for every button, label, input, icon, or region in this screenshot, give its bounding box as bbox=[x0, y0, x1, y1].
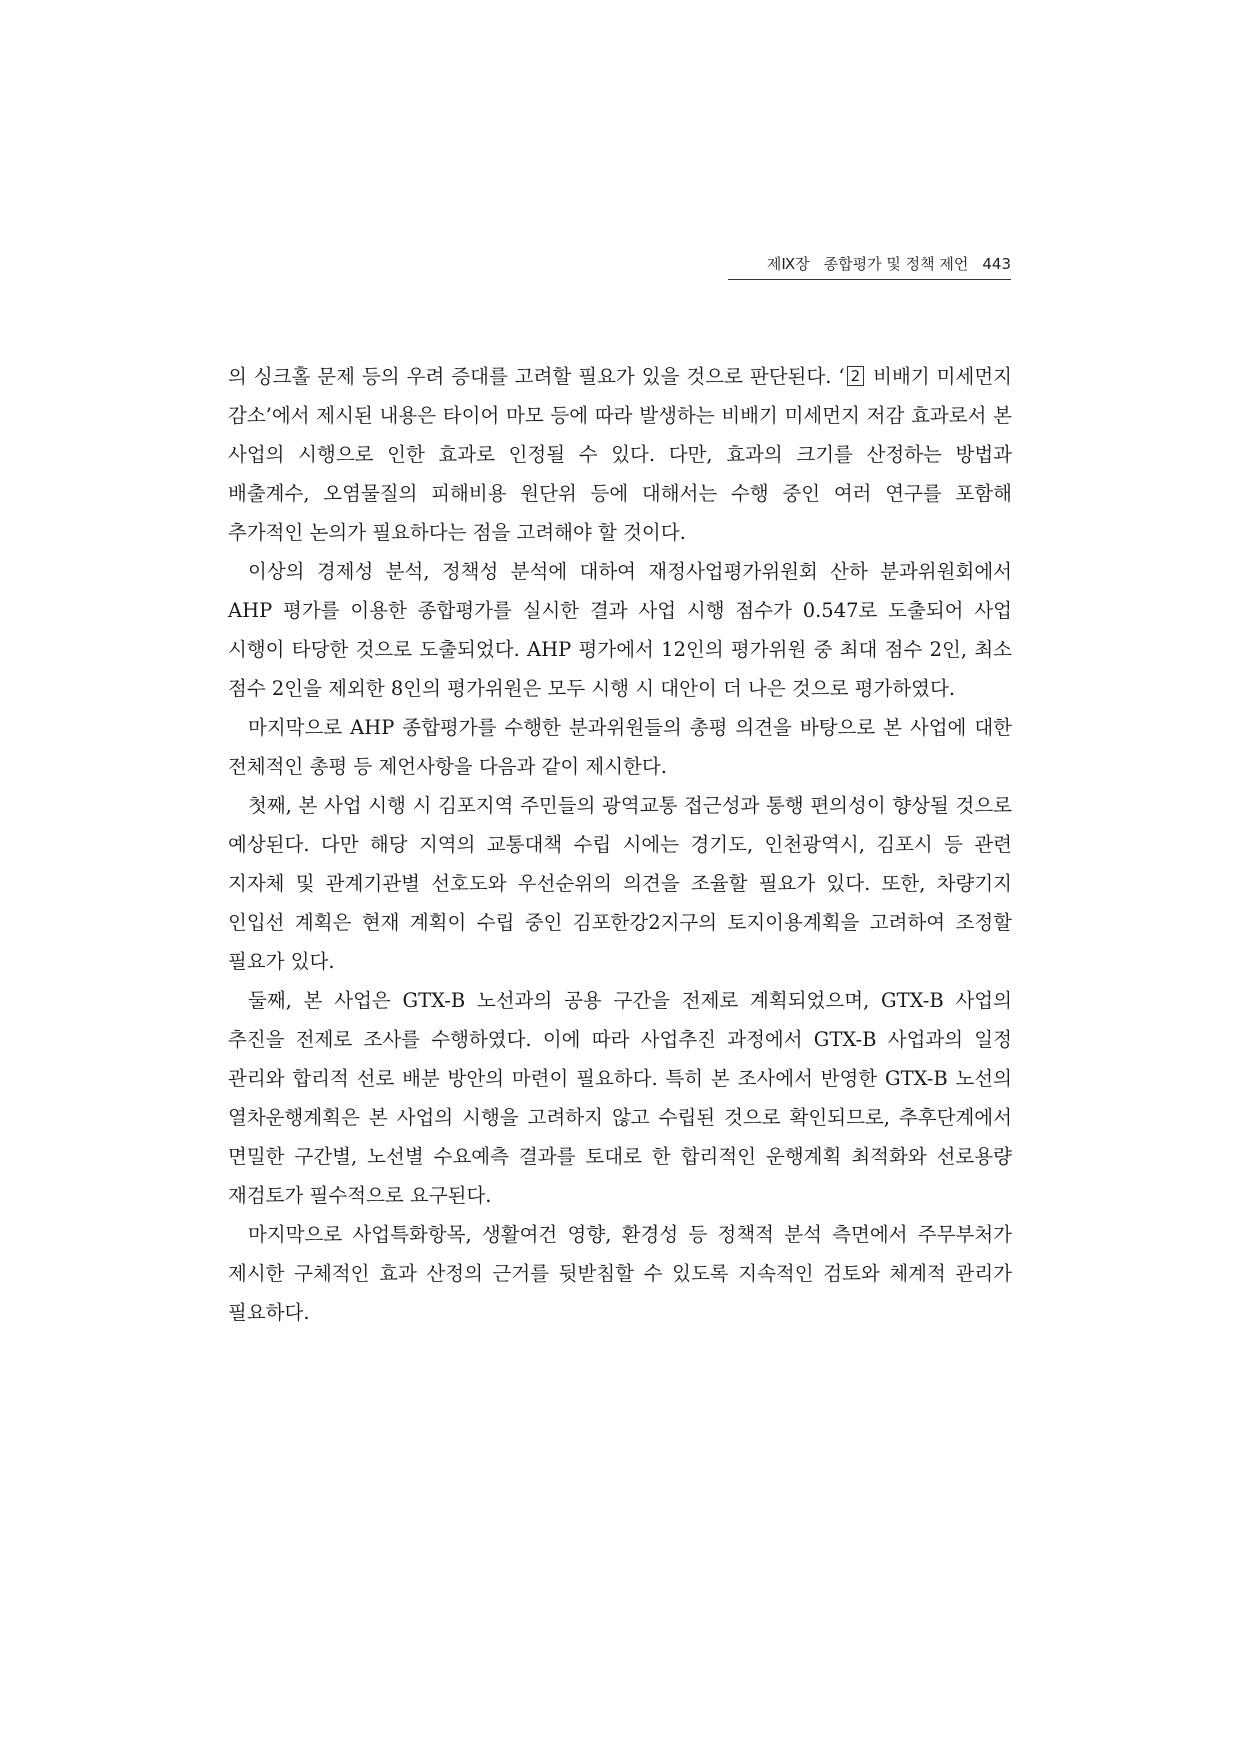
running-header bbox=[728, 251, 1011, 277]
boxed-number: 2 bbox=[847, 366, 865, 386]
paragraph-4: 첫째, 본 사업 시행 시 김포지역 주민들의 광역교통 접근성과 통행 편의성이 향상될 것으로 예상된다. 다만 해당 지역의 교통대책 수립 시에는 경기도, 인천광역시, 김포시 등 관련 지자체 및 관계기관별 선호도와 우선순위의 의견을 조율할 필요가 있다. 또한, 차량기지 인입선 계획은 현재 계획이 수립 중인 김포한강2지구의 토지이용계획을 고려하여 조정할 필요가 있다. bbox=[228, 794, 1012, 973]
paragraph-2: 이상의 경제성 분석, 정책성 분석에 대하여 재정사업평가위원회 산하 분과위원회에서 AHP 평가를 이용한 종합평가를 실시한 결과 사업 시행 점수가 0.547로 도출되어 사업 시행이 타당한 것으로 도출되었다. AHP 평가에서 12인의 평가위원 중 최대 점수 2인, 최소 점수 2인을 제외한 8인의 평가위원은 모두 시행 시 대안이 더 나은 것으로 평가하였다. bbox=[228, 560, 1012, 700]
page-number: 443 bbox=[982, 255, 1011, 273]
paragraph-3: 마지막으로 AHP 종합평가를 수행한 분과위원들의 총평 의견을 바탕으로 본 사업에 대한 전체적인 총평 등 제언사항을 다음과 같이 제시한다. bbox=[228, 716, 1012, 778]
paragraph-1 bbox=[228, 357, 1012, 552]
paragraph-5: 둘째, 본 사업은 GTX-B 노선과의 공용 구간을 전제로 계획되었으며, GTX-B 사업의 추진을 전제로 조사를 수행하였다. 이에 따라 사업추진 과정에서 GTX-B 사업과의 일정 관리와 합리적 선로 배분 방안의 마련이 필요하다. 특히 본 조사에서 반영한 GTX-B 노선의 열차운행계획은 본 사업의 시행을 고려하지 않고 수립된 것으로 확인되므로, 추후단계에서 면밀한 구간별, 노선별 수요예측 결과를 토대로 한 합리적인 운행계획 최적화와 선로용량 재검토가 필수적으로 요구된다. bbox=[228, 989, 1012, 1207]
paragraph-1-text-end: 비배기 미세먼지 감소’에서 제시된 내용은 타이어 마모 등에 따라 발생하는 비배기 미세먼지 저감 효과로서 본 사업의 시행으로 인한 효과로 인정될 수 있다. 다만, 효과의 크기를 산정하는 방법과 배출계수, 오염물질의 피해비용 원단위 등에 대해서는 수행 중인 여러 연구를 포함해 추가적인 논의가 필요하다는 점을 고려해야 할 것이다. bbox=[228, 365, 1012, 544]
section-title: 종합평가 및 정책 제언 bbox=[823, 255, 969, 273]
chapter-label: 제Ⅸ장 bbox=[766, 255, 810, 273]
paragraph-6: 마지막으로 사업특화항목, 생활여건 영향, 환경성 등 정책적 분석 측면에서 주무부처가 제시한 구체적인 효과 산정의 근거를 뒷받침할 수 있도록 지속적인 검토와 체계적 관리가 필요하다. bbox=[228, 1223, 1012, 1324]
header-rule bbox=[728, 279, 1011, 280]
paragraph-1-text-start: 의 싱크홀 문제 등의 우려 증대를 고려할 필요가 있을 것으로 판단된다. ‘ bbox=[228, 365, 845, 388]
body-text bbox=[228, 357, 1012, 1332]
